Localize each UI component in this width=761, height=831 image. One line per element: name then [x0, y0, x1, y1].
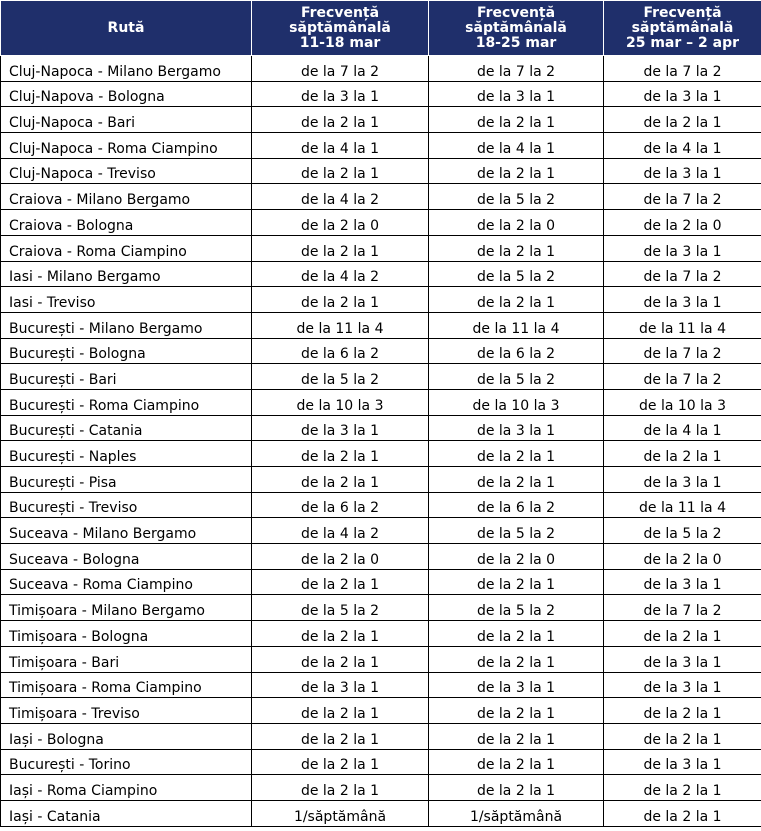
route-cell: Cluj-Napoca - Milano Bergamo — [1, 56, 252, 82]
week-1-cell: de la 2 la 1 — [252, 235, 429, 261]
header-week-2 — [429, 1, 604, 56]
week-3-cell: de la 7 la 2 — [604, 184, 761, 210]
week-2-cell: de la 5 la 2 — [429, 518, 604, 544]
week-3-cell: de la 5 la 2 — [604, 518, 761, 544]
route-cell: București - Milano Bergamo — [1, 312, 252, 338]
week-3-cell: de la 2 la 1 — [604, 800, 761, 826]
week-3-cell: de la 11 la 4 — [604, 312, 761, 338]
table-row — [1, 544, 761, 570]
week-3-cell: de la 3 la 1 — [604, 235, 761, 261]
route-cell: București - Pisa — [1, 467, 252, 493]
table-row — [1, 646, 761, 672]
week-2-cell: de la 10 la 3 — [429, 389, 604, 415]
week-2-cell: de la 5 la 2 — [429, 595, 604, 621]
week-2-cell: de la 2 la 1 — [429, 749, 604, 775]
week-2-cell: de la 5 la 2 — [429, 184, 604, 210]
week-2-cell: de la 3 la 1 — [429, 672, 604, 698]
table-row — [1, 107, 761, 133]
header-route: Rută — [1, 1, 252, 56]
week-1-cell: de la 4 la 2 — [252, 261, 429, 287]
route-cell: Iași - Bologna — [1, 723, 252, 749]
week-2-cell: de la 2 la 0 — [429, 544, 604, 570]
week-3-cell: de la 3 la 1 — [604, 467, 761, 493]
header-week-1-line-1: Frecvență — [300, 4, 380, 21]
week-3-cell: de la 3 la 1 — [604, 672, 761, 698]
table-row — [1, 518, 761, 544]
route-cell: Timișoara - Treviso — [1, 698, 252, 724]
table-row — [1, 81, 761, 107]
table-row — [1, 415, 761, 441]
week-1-cell: de la 4 la 2 — [252, 184, 429, 210]
table-row — [1, 723, 761, 749]
week-2-cell: de la 4 la 1 — [429, 133, 604, 159]
route-cell: Timișoara - Roma Ciampino — [1, 672, 252, 698]
header-week-3-line-1: Frecvență — [643, 4, 722, 21]
table-body — [1, 56, 761, 827]
table-row — [1, 56, 761, 82]
week-2-cell: de la 5 la 2 — [429, 261, 604, 287]
week-1-cell: de la 3 la 1 — [252, 415, 429, 441]
week-2-cell: de la 2 la 1 — [429, 107, 604, 133]
week-1-cell: de la 3 la 1 — [252, 81, 429, 107]
table-row — [1, 749, 761, 775]
week-1-cell: de la 2 la 1 — [252, 569, 429, 595]
week-3-cell: de la 3 la 1 — [604, 158, 761, 184]
week-2-cell: de la 2 la 1 — [429, 235, 604, 261]
header-week-3-line-3: 25 mar – 2 apr — [625, 34, 740, 51]
table-row — [1, 467, 761, 493]
header-week-1 — [252, 1, 429, 56]
week-3-cell: de la 7 la 2 — [604, 261, 761, 287]
week-2-cell: de la 2 la 1 — [429, 646, 604, 672]
header-row — [1, 1, 761, 56]
week-1-cell: de la 7 la 2 — [252, 56, 429, 82]
table-row — [1, 364, 761, 390]
table-row — [1, 492, 761, 518]
week-2-cell: de la 6 la 2 — [429, 492, 604, 518]
table-row — [1, 800, 761, 826]
header-week-2-line-2: săptămânală — [465, 19, 567, 36]
route-cell: București - Bologna — [1, 338, 252, 364]
table-row — [1, 133, 761, 159]
route-cell: Cluj-Napoca - Bari — [1, 107, 252, 133]
route-cell: Craiova - Roma Ciampino — [1, 235, 252, 261]
table-row — [1, 235, 761, 261]
week-3-cell: de la 3 la 1 — [604, 749, 761, 775]
week-2-cell: de la 11 la 4 — [429, 312, 604, 338]
table-row — [1, 158, 761, 184]
route-cell: București - Catania — [1, 415, 252, 441]
route-cell: Iasi - Treviso — [1, 287, 252, 313]
week-2-cell: 1/săptămână — [429, 800, 604, 826]
week-1-cell: de la 6 la 2 — [252, 492, 429, 518]
route-cell: Cluj-Napoca - Treviso — [1, 158, 252, 184]
week-3-cell: de la 7 la 2 — [604, 56, 761, 82]
week-3-cell: de la 2 la 1 — [604, 441, 761, 467]
route-cell: Suceava - Roma Ciampino — [1, 569, 252, 595]
table-row — [1, 672, 761, 698]
week-1-cell: de la 10 la 3 — [252, 389, 429, 415]
week-2-cell: de la 2 la 1 — [429, 467, 604, 493]
week-2-cell: de la 2 la 1 — [429, 621, 604, 647]
week-1-cell: de la 2 la 1 — [252, 467, 429, 493]
week-1-cell: de la 5 la 2 — [252, 595, 429, 621]
week-3-cell: de la 3 la 1 — [604, 287, 761, 313]
week-3-cell: de la 2 la 1 — [604, 107, 761, 133]
week-1-cell: de la 11 la 4 — [252, 312, 429, 338]
week-2-cell: de la 7 la 2 — [429, 56, 604, 82]
week-3-cell: de la 2 la 0 — [604, 544, 761, 570]
route-cell: Suceava - Bologna — [1, 544, 252, 570]
week-1-cell: de la 2 la 1 — [252, 749, 429, 775]
week-1-cell: de la 2 la 1 — [252, 158, 429, 184]
week-2-cell: de la 2 la 1 — [429, 441, 604, 467]
week-2-cell: de la 2 la 1 — [429, 698, 604, 724]
week-2-cell: de la 6 la 2 — [429, 338, 604, 364]
week-3-cell: de la 3 la 1 — [604, 81, 761, 107]
route-cell: București - Roma Ciampino — [1, 389, 252, 415]
week-1-cell: de la 4 la 2 — [252, 518, 429, 544]
table-row — [1, 312, 761, 338]
week-1-cell: de la 2 la 0 — [252, 544, 429, 570]
week-3-cell: de la 7 la 2 — [604, 364, 761, 390]
week-1-cell: de la 2 la 1 — [252, 775, 429, 801]
table-row — [1, 775, 761, 801]
table-row — [1, 698, 761, 724]
week-3-cell: de la 2 la 1 — [604, 775, 761, 801]
week-3-cell: de la 2 la 0 — [604, 210, 761, 236]
header-week-1-line-3: 11-18 mar — [299, 34, 381, 51]
week-3-cell: de la 3 la 1 — [604, 646, 761, 672]
route-cell: Craiova - Bologna — [1, 210, 252, 236]
route-cell: București - Bari — [1, 364, 252, 390]
week-1-cell: de la 2 la 1 — [252, 107, 429, 133]
week-2-cell: de la 3 la 1 — [429, 415, 604, 441]
header-week-2-line-1: Frecvență — [476, 4, 556, 21]
week-3-cell: de la 4 la 1 — [604, 133, 761, 159]
week-2-cell: de la 3 la 1 — [429, 81, 604, 107]
week-1-cell: de la 2 la 0 — [252, 210, 429, 236]
week-1-cell: de la 6 la 2 — [252, 338, 429, 364]
route-cell: Cluj-Napova - Bologna — [1, 81, 252, 107]
week-3-cell: de la 7 la 2 — [604, 338, 761, 364]
week-2-cell: de la 2 la 1 — [429, 723, 604, 749]
week-3-cell: de la 7 la 2 — [604, 595, 761, 621]
table-row — [1, 569, 761, 595]
week-1-cell: de la 4 la 1 — [252, 133, 429, 159]
week-3-cell: de la 11 la 4 — [604, 492, 761, 518]
header-week-2-line-3: 18-25 mar — [475, 34, 557, 51]
week-1-cell: de la 2 la 1 — [252, 698, 429, 724]
route-cell: Craiova - Milano Bergamo — [1, 184, 252, 210]
week-3-cell: de la 2 la 1 — [604, 723, 761, 749]
table-row — [1, 338, 761, 364]
route-cell: Timișoara - Bari — [1, 646, 252, 672]
table-row — [1, 287, 761, 313]
week-1-cell: de la 5 la 2 — [252, 364, 429, 390]
week-3-cell: de la 3 la 1 — [604, 569, 761, 595]
table-header — [1, 1, 761, 56]
header-week-3 — [604, 1, 761, 56]
week-2-cell: de la 2 la 1 — [429, 775, 604, 801]
week-3-cell: de la 4 la 1 — [604, 415, 761, 441]
week-2-cell: de la 5 la 2 — [429, 364, 604, 390]
week-2-cell: de la 2 la 0 — [429, 210, 604, 236]
week-1-cell: de la 3 la 1 — [252, 672, 429, 698]
table-row — [1, 441, 761, 467]
table-row — [1, 389, 761, 415]
week-3-cell: de la 2 la 1 — [604, 621, 761, 647]
route-cell: Suceava - Milano Bergamo — [1, 518, 252, 544]
header-week-1-line-2: săptămânală — [289, 19, 391, 36]
route-cell: Iași - Roma Ciampino — [1, 775, 252, 801]
week-1-cell: de la 2 la 1 — [252, 441, 429, 467]
table-row — [1, 184, 761, 210]
week-2-cell: de la 2 la 1 — [429, 158, 604, 184]
route-cell: Timișoara - Bologna — [1, 621, 252, 647]
table-row — [1, 261, 761, 287]
route-cell: București - Treviso — [1, 492, 252, 518]
week-1-cell: de la 2 la 1 — [252, 723, 429, 749]
week-3-cell: de la 2 la 1 — [604, 698, 761, 724]
route-cell: Iasi - Milano Bergamo — [1, 261, 252, 287]
week-2-cell: de la 2 la 1 — [429, 287, 604, 313]
table-row — [1, 210, 761, 236]
header-week-3-line-2: săptămânală — [631, 19, 734, 36]
route-cell: Iași - Catania — [1, 800, 252, 826]
week-1-cell: de la 2 la 1 — [252, 646, 429, 672]
week-3-cell: de la 10 la 3 — [604, 389, 761, 415]
route-cell: București - Torino — [1, 749, 252, 775]
table-row — [1, 595, 761, 621]
week-1-cell: de la 2 la 1 — [252, 287, 429, 313]
table-row — [1, 621, 761, 647]
week-1-cell: 1/săptămână — [252, 800, 429, 826]
route-cell: București - Naples — [1, 441, 252, 467]
week-1-cell: de la 2 la 1 — [252, 621, 429, 647]
route-cell: Cluj-Napoca - Roma Ciampino — [1, 133, 252, 159]
route-cell: Timișoara - Milano Bergamo — [1, 595, 252, 621]
week-2-cell: de la 2 la 1 — [429, 569, 604, 595]
